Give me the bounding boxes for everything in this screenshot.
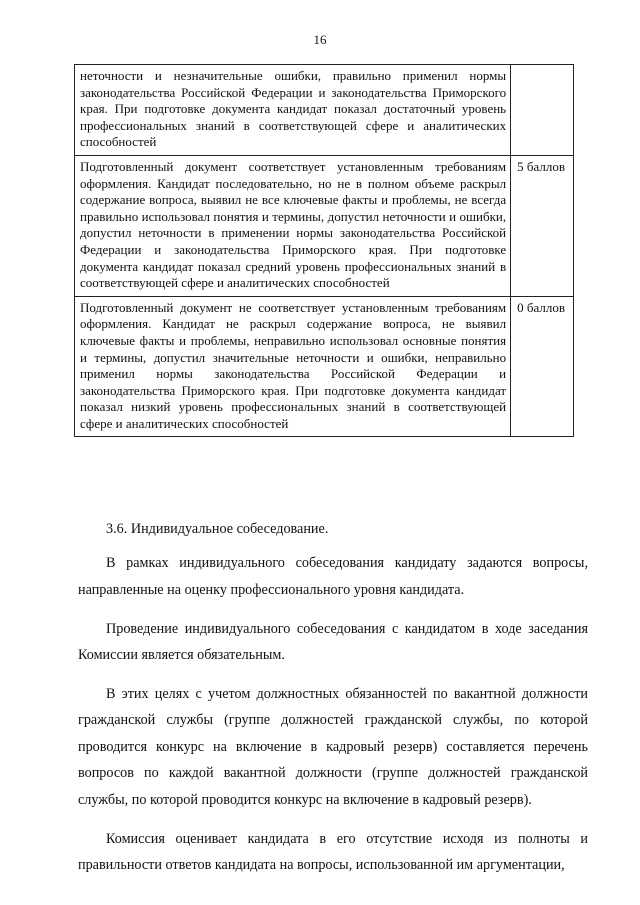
section-body <box>78 516 588 891</box>
criteria-description: Подготовленный документ соответствует установленным требованиям оформления. Кандидат последовательно, но не в полном объеме раскрыл содержание вопроса, выявил не все ключевые факты и проблемы, не всегда правильно использовал понятия и термины, допустил неточности и ошибки, допустил неточности в применении нормы законодательства Российской Федерации и законодательства Приморского края. При подготовке документа кандидат показал средний уровень профессиональных знаний в соответствующей сфере и аналитических способностей <box>75 155 511 296</box>
paragraph: Проведение индивидуального собеседования с кандидатом в ходе заседания Комиссии является обязательным. <box>78 620 588 664</box>
evaluation-criteria-table <box>74 64 574 437</box>
paragraph: В этих целях с учетом должностных обязанностей по вакантной должности гражданской службы (группе должностей гражданской службы, по которой проводится конкурс на включение в кадровый резерв) составляется перечень вопросов по каждой вакантной должности (группе должностей гражданской службы, по которой проводится конкурс на включение в кадровый резерв). <box>78 686 588 808</box>
paragraph: В рамках индивидуального собеседования кандидату задаются вопросы, направленные на оценку профессионального уровня кандидата. <box>78 555 588 598</box>
criteria-score: 0 баллов <box>511 296 574 437</box>
table-row <box>75 155 574 296</box>
paragraph: Комиссия оценивает кандидата в его отсутствие исходя из полноты и правильности ответов кандидата на вопросы, использованной им аргументации, <box>78 830 588 873</box>
page-number: 16 <box>313 32 327 47</box>
table-row <box>75 296 574 437</box>
criteria-description: неточности и незначительные ошибки, правильно применил нормы законодательства Российской Федерации и законодательства Приморского края. При подготовке документа кандидат показал достаточный уровень профессиональных знаний в соответствующей сфере и аналитических способностей <box>75 65 511 156</box>
criteria-description: Подготовленный документ не соответствует установленным требованиям оформления. Кандидат не раскрыл содержание вопроса, не выявил ключевые факты и проблемы, неправильно использовал основные понятия и термины, допустил значительные неточности и ошибки, неправильно применил нормы законодательства Российской Федерации и законодательства Приморского края. При подготовке документа кандидат показал низкий уровень профессиональных знаний в соответствующей сфере и аналитических способностей <box>75 296 511 437</box>
section-heading: 3.6. Индивидуальное собеседование. <box>106 521 329 537</box>
criteria-score: 5 баллов <box>511 155 574 296</box>
table-row <box>75 65 574 156</box>
criteria-score <box>511 65 574 156</box>
